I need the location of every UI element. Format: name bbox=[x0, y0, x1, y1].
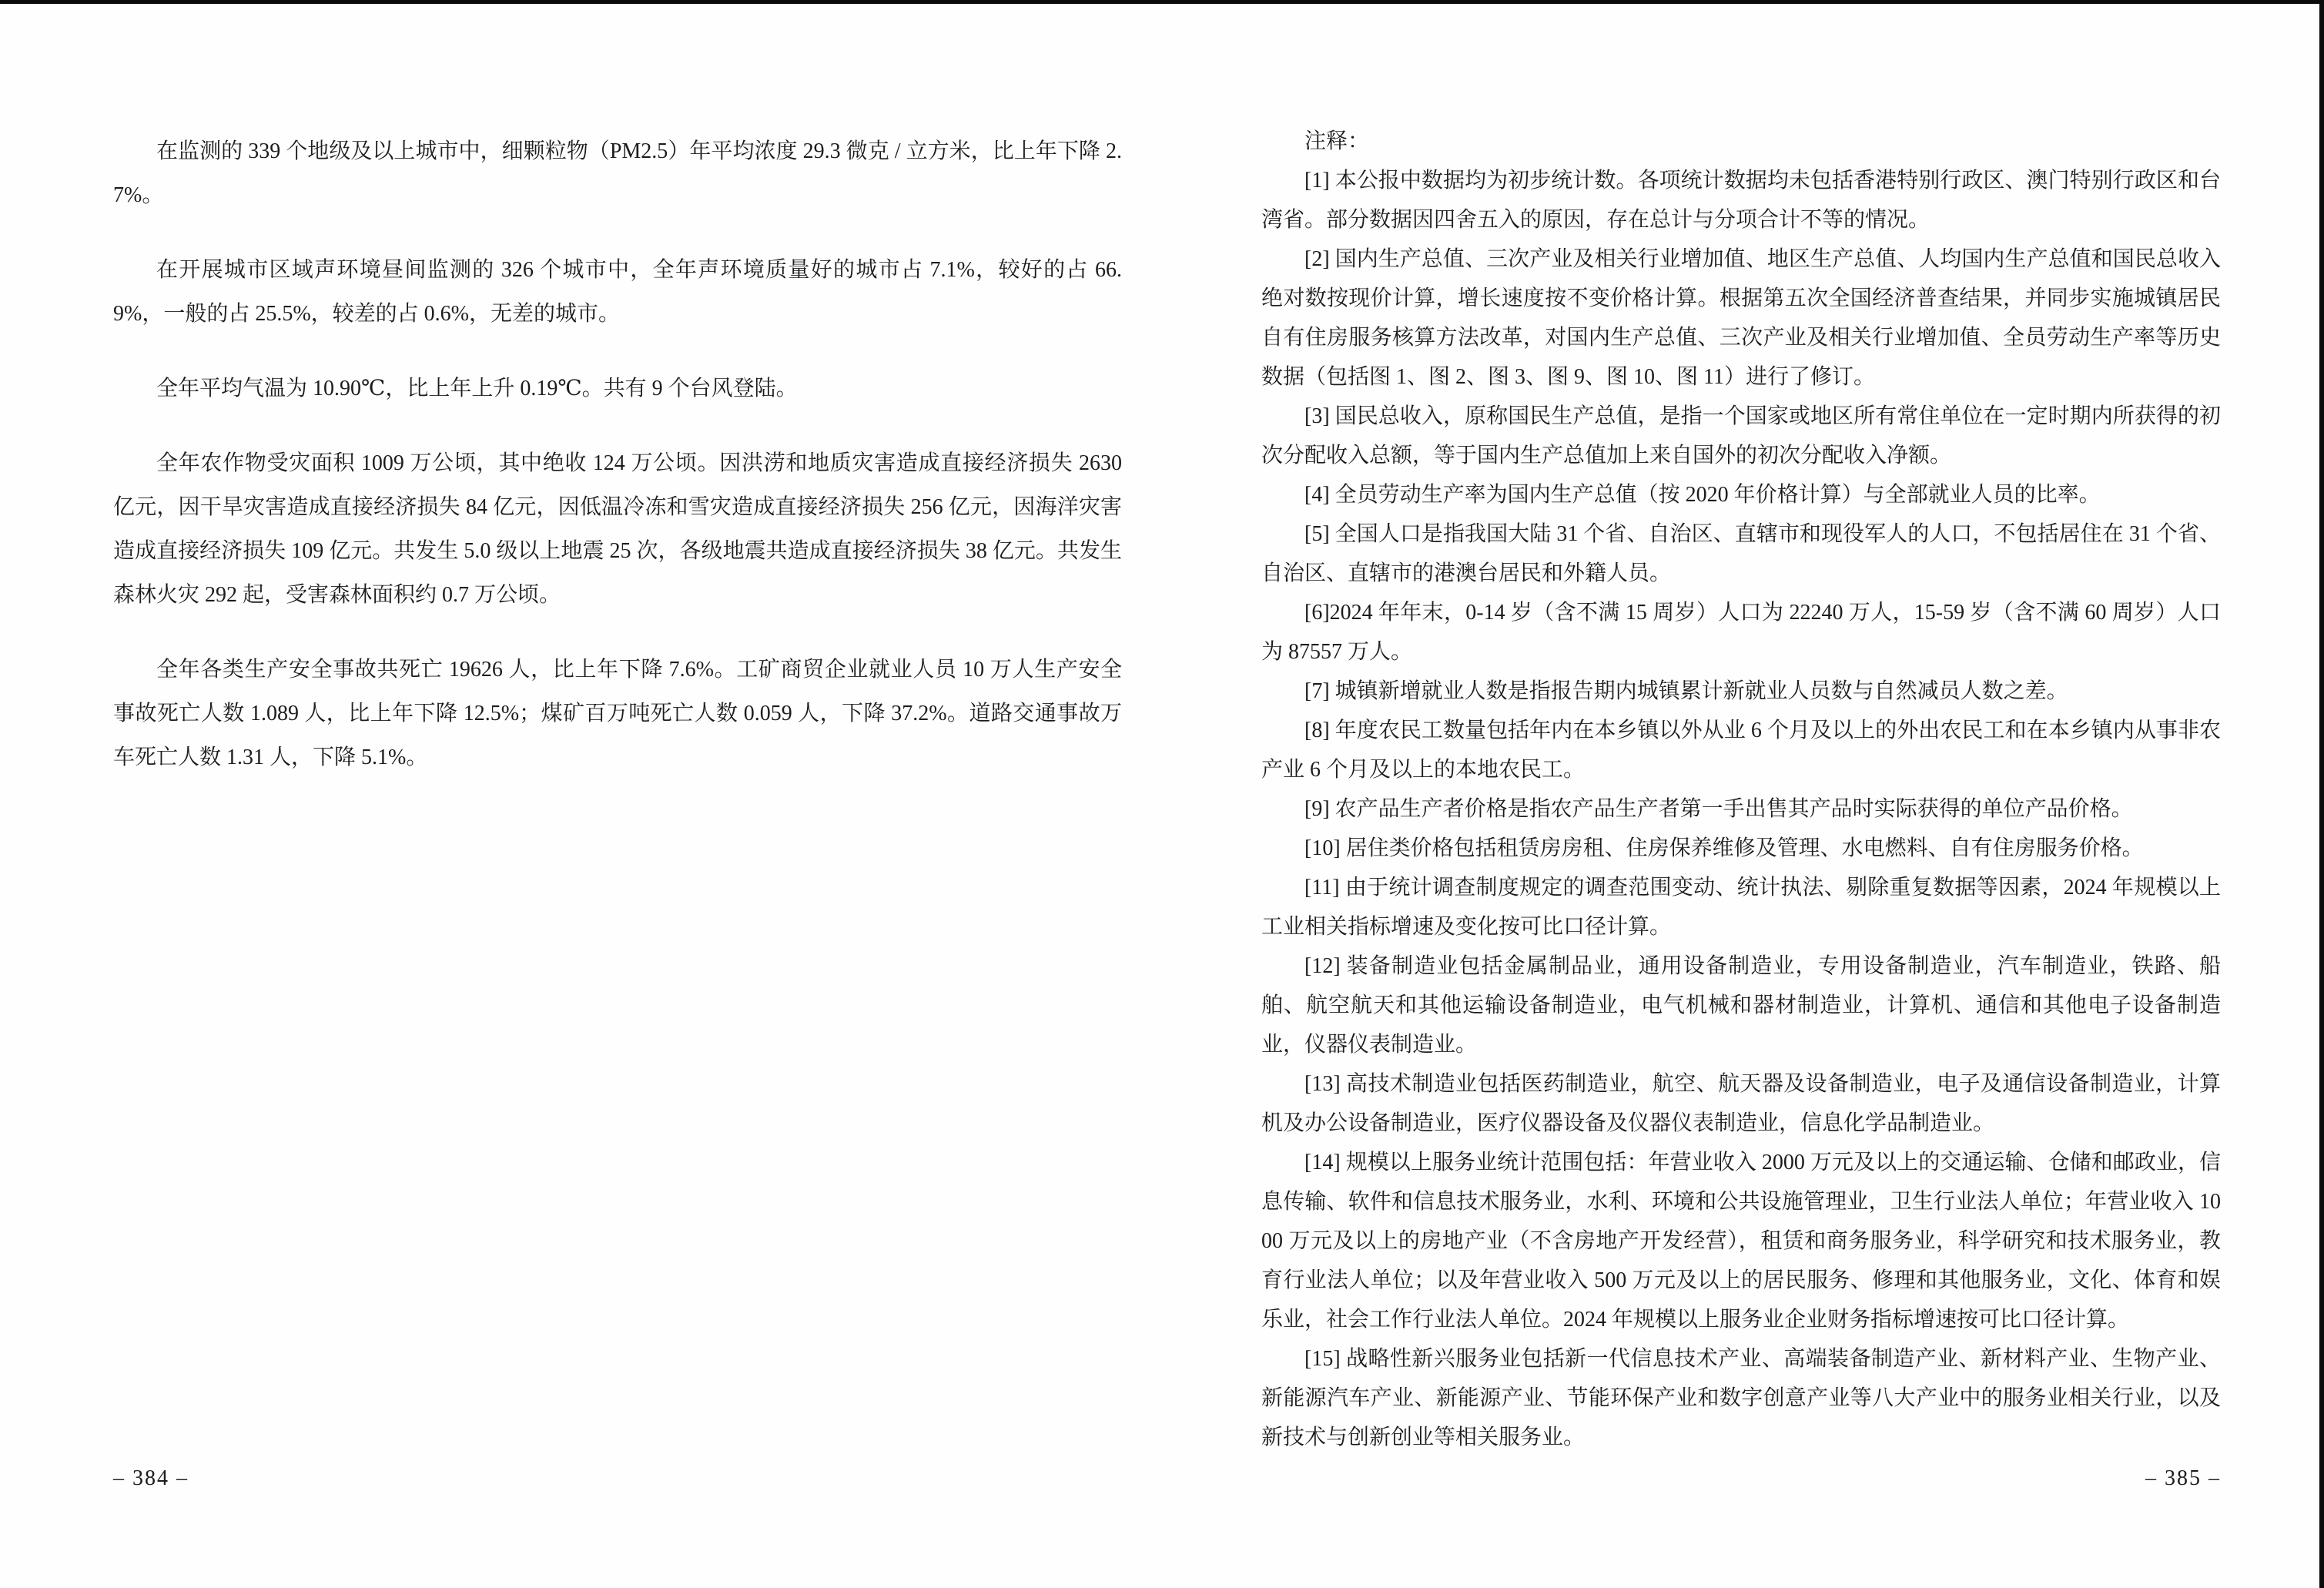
paragraph-disaster-losses: 全年农作物受灾面积 1009 万公顷，其中绝收 124 万公顷。因洪涝和地质灾害造成直接经济损失 2630 亿元，因干旱灾害造成直接经济损失 84 亿元，因低温冷冻和雪灾造成直接经济损失 256 亿元，因海洋灾害造成直接经济损失 109 亿元。共发生 5.0 级以上地震 25 次，各级地震共造成直接经济损失 38 亿元。共发生森林火灾 292 起，受害森林面积约 0.7 万公顷。 bbox=[113, 451, 1122, 607]
note-6: [6]2024 年年末，0-14 岁（含不满 15 周岁）人口为 22240 万人，15-59 岁（含不满 60 周岁）人口为 87557 万人。 bbox=[1261, 601, 2221, 664]
note-14: [14] 规模以上服务业统计范围包括：年营业收入 2000 万元及以上的交通运输、仓储和邮政业，信息传输、软件和信息技术服务业，水利、环境和公共设施管理业，卫生行业法人单位；年营业收入 1000 万元及以上的房地产业（不含房地产开发经营），租赁和商务服务业，科学研究和技术服务业，教育行业法人单位；以及年营业收入 500 万元及以上的居民服务、修理和其他服务业，文化、体育和娱乐业，社会工作行业法人单位。2024 年规模以上服务业企业财务指标增速按可比口径计算。 bbox=[1261, 1151, 2221, 1332]
note-1: [1] 本公报中数据均为初步统计数。各项统计数据均未包括香港特别行政区、澳门特别行政区和台湾省。部分数据因四舍五入的原因，存在总计与分项合计不等的情况。 bbox=[1261, 169, 2221, 232]
note-11: [11] 由于统计调查制度规定的调查范围变动、统计执法、剔除重复数据等因素，2024 年规模以上工业相关指标增速及变化按可比口径计算。 bbox=[1261, 876, 2221, 939]
note-10: [10] 居住类价格包括租赁房房租、住房保养维修及管理、水电燃料、自有住房服务价格。 bbox=[1304, 836, 2144, 860]
notes-heading: 注释： bbox=[1304, 129, 1370, 153]
note-13: [13] 高技术制造业包括医药制造业，航空、航天器及设备制造业，电子及通信设备制造业，计算机及办公设备制造业，医疗仪器设备及仪器仪表制造业，信息化学品制造业。 bbox=[1261, 1072, 2221, 1135]
note-7: [7] 城镇新增就业人数是指报告期内城镇累计新就业人员数与自然减员人数之差。 bbox=[1304, 679, 2068, 703]
page-number-left: – 384 – bbox=[113, 1466, 189, 1490]
note-3: [3] 国民总收入，原称国民生产总值，是指一个国家或地区所有常住单位在一定时期内所获得的初次分配收入总额，等于国内生产总值加上来自国外的初次分配收入净额。 bbox=[1261, 404, 2221, 467]
note-8: [8] 年度农民工数量包括年内在本乡镇以外从业 6 个月及以上的外出农民工和在本乡镇内从事非农产业 6 个月及以上的本地农民工。 bbox=[1261, 719, 2221, 782]
scan-edge-right bbox=[2319, 0, 2324, 1588]
note-12: [12] 装备制造业包括金属制品业，通用设备制造业，专用设备制造业，汽车制造业，铁路、船舶、航空航天和其他运输设备制造业，电气机械和器材制造业，计算机、通信和其他电子设备制造业，仪器仪表制造业。 bbox=[1261, 954, 2221, 1057]
page-right bbox=[1261, 122, 2221, 1457]
paragraph-temperature-typhoon: 全年平均气温为 10.90℃，比上年上升 0.19℃。共有 9 个台风登陆。 bbox=[156, 377, 798, 400]
note-5: [5] 全国人口是指我国大陆 31 个省、自治区、直辖市和现役军人的人口，不包括居住在 31 个省、自治区、直辖市的港澳台居民和外籍人员。 bbox=[1261, 522, 2221, 585]
paragraph-pm25: 在监测的 339 个地级及以上城市中，细颗粒物（PM2.5）年平均浓度 29.3 微克 / 立方米，比上年下降 2.7%。 bbox=[113, 139, 1122, 207]
note-4: [4] 全员劳动生产率为国内生产总值（按 2020 年价格计算）与全部就业人员的比率。 bbox=[1304, 483, 2101, 507]
note-15: [15] 战略性新兴服务业包括新一代信息技术产业、高端装备制造产业、新材料产业、生物产业、新能源汽车产业、新能源产业、节能环保产业和数字创意产业等八大产业中的服务业相关行业，以及新技术与创新创业等相关服务业。 bbox=[1261, 1347, 2221, 1449]
paragraph-safety-accidents: 全年各类生产安全事故共死亡 19626 人，比上年下降 7.6%。工矿商贸企业就业人员 10 万人生产安全事故死亡人数 1.089 人，比上年下降 12.5%；煤矿百万吨死亡人数 0.059 人，下降 37.2%。道路交通事故万车死亡人数 1.31 人，下降 5.1%。 bbox=[113, 658, 1122, 769]
page-left bbox=[113, 129, 1122, 810]
note-2: [2] 国内生产总值、三次产业及相关行业增加值、地区生产总值、人均国内生产总值和国民总收入绝对数按现价计算，增长速度按不变价格计算。根据第五次全国经济普查结果，并同步实施城镇居民自有住房服务核算方法改革，对国内生产总值、三次产业及相关行业增加值、全员劳动生产率等历史数据（包括图 1、图 2、图 3、图 9、图 10、图 11）进行了修订。 bbox=[1261, 247, 2221, 389]
paragraph-noise-environment: 在开展城市区域声环境昼间监测的 326 个城市中，全年声环境质量好的城市占 7.1%，较好的占 66.9%，一般的占 25.5%，较差的占 0.6%，无差的城市。 bbox=[113, 258, 1122, 326]
note-9: [9] 农产品生产者价格是指农产品生产者第一手出售其产品时实际获得的单位产品价格。 bbox=[1304, 797, 2133, 821]
scan-edge-top bbox=[0, 0, 2324, 4]
page-number-right: – 385 – bbox=[2145, 1466, 2221, 1490]
